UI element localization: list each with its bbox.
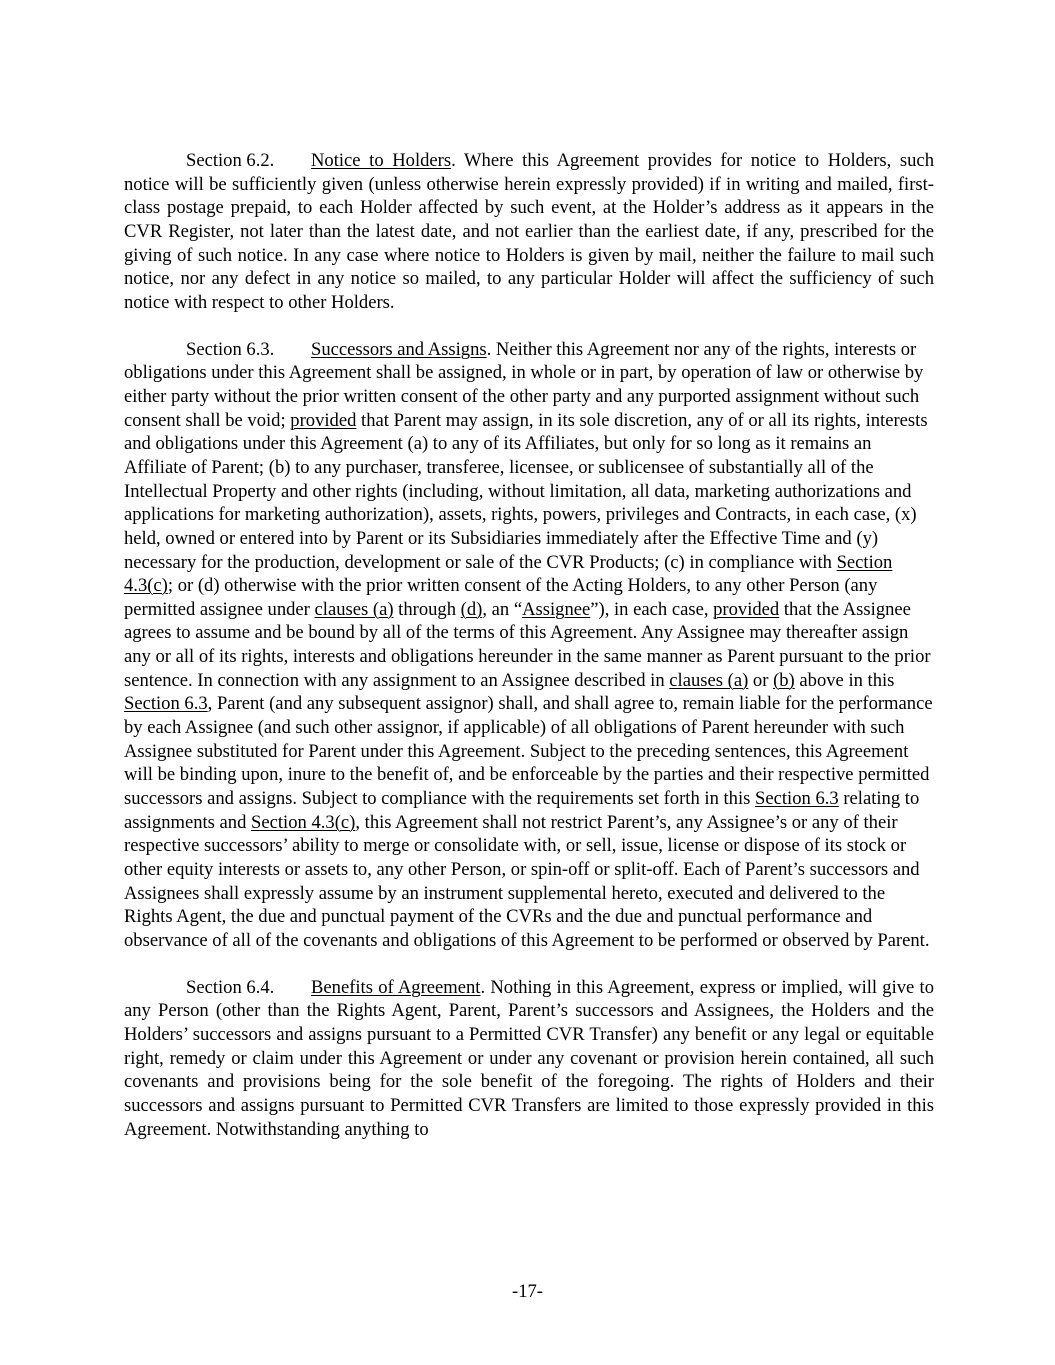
- section-ref-6-3: Section 6.3: [755, 788, 839, 810]
- section-6-2-paragraph: [124, 149, 934, 315]
- section-ref-4-3c: Section 4.3(c): [251, 811, 356, 833]
- section-6-3-text: , this Agreement shall not restrict Parent’s, any Assignee’s or any of their respective successors’ ability to merge or consolidate with, or sell, issue, license or dispose of its stock or other equity interests or assets to, any other Person, or spin-off or split-off. Each of Parent’s successors and Assignees shall expressly assume by an instrument supplemental hereto, executed and delivered to the Rights Agent, the due and punctual payment of the CVRs and the due and punctual performance and observance of all of the covenants and obligations of this Agreement to be performed or observed by Parent.: [124, 811, 930, 951]
- section-6-3-text: ; or (d) otherwise with the prior written consent of the Acting Holders, to any other Person (any permitted assignee under: [124, 575, 878, 620]
- section-6-2-number: Section 6.2.: [186, 150, 275, 171]
- section-6-3-text: , Parent (and any subsequent assignor) shall, and shall agree to, remain liable for the performance by each Assignee (and such other assignor, if applicable) of all obligations of Parent hereunder with such Assignee substituted for Parent under this Agreement. Subject to the preceding sentences, this Agreement will be binding upon, inure to the benefit of, and be enforceable by the parties and their respective permitted successors and assigns. Subject to compliance with the requirements set forth in this: [124, 693, 933, 810]
- section-6-2-body: . Where this Agreement provides for notice to Holders, such notice will be sufficiently given (unless otherwise herein expressly provided) if in writing and mailed, first-class postage prepaid, to each Holder affected by such event, at the Holder’s address as it appears in the CVR Register, not later than the latest date, and not earlier than the earliest date, if any, prescribed for the giving of such notice. In any case where notice to Holders is given by mail, neither the failure to mail such notice, nor any defect in any notice so mailed, to any particular Holder will affect the sufficiency of such notice with respect to other Holders.: [124, 150, 934, 313]
- clause-ref-a: clauses (a): [314, 598, 394, 620]
- section-6-4-paragraph: [124, 976, 934, 1142]
- section-6-3-underlined-term: provided: [713, 598, 780, 620]
- clause-ref-d: (d): [460, 598, 483, 620]
- section-6-3-text: , an “: [482, 598, 523, 620]
- section-6-3-text: relating to assignments and: [124, 788, 920, 833]
- section-6-3-underlined-term: provided: [290, 409, 357, 431]
- clause-ref-a: clauses (a): [669, 669, 749, 691]
- section-6-3-text: ”), in each case,: [590, 598, 714, 620]
- section-6-3-heading: Successors and Assigns: [311, 338, 487, 360]
- page-number: -17-: [512, 1281, 543, 1302]
- section-6-4-number: Section 6.4.: [186, 976, 275, 998]
- section-6-3-text: or: [748, 669, 774, 691]
- section-6-3-text: that the Assignee agrees to assume and be bound by all of the terms of this Agreement. Any Assignee may thereafter assign any or all of its rights, interests and obligations hereunder in the same manner as Parent pursuant to the prior sentence. In connection with any assignment to an Assignee described in: [124, 598, 931, 691]
- section-6-3-text: that Parent may assign, in its sole discretion, any of or all its rights, interests and obligations under this Agreement (a) to any of its Affiliates, but only for so long as it remains an Affiliate of Parent; (b) to any purchaser, transferee, licensee, or sublicensee of substantially all of the Intellectual Property and other rights (including, without limitation, all data, marketing authorizations and applications for marketing authorization), assets, rights, powers, privileges and Contracts, in each case, (x) held, owned or entered into by Parent or its Subsidiaries immediately after the Effective Time and (y) necessary for the production, development or sale of the CVR Products; (c) in compliance with: [124, 409, 928, 573]
- section-6-3-text: through: [393, 598, 461, 620]
- section-6-4-heading: Benefits of Agreement: [311, 976, 481, 998]
- clause-ref-b: (b): [773, 669, 795, 691]
- section-6-2-heading: Notice to Holders: [311, 150, 452, 171]
- section-ref-6-3: Section 6.3: [124, 693, 208, 715]
- section-6-3-paragraph: [124, 338, 934, 953]
- document-page: [124, 149, 934, 1141]
- defined-term-assignee: Assignee: [522, 598, 591, 620]
- section-ref-4-3c: Section 4.3(c): [124, 551, 893, 597]
- section-6-3-text: . Neither this Agreement nor any of the rights, interests or obligations under this Agreement shall be assigned, in whole or in part, by operation of law or otherwise by either party without the prior written consent of the other party and any purported assignment without such consent shall be void;: [124, 338, 924, 431]
- section-6-4-body: . Nothing in this Agreement, express or implied, will give to any Person (other than the Rights Agent, Parent, Parent’s successors and Assignees, the Holders and the Holders’ successors and assigns pursuant to a Permitted CVR Transfer) any benefit or any legal or equitable right, remedy or claim under this Agreement or under any covenant or provision herein contained, all such covenants and provisions being for the sole benefit of the foregoing. The rights of Holders and their successors and assigns pursuant to Permitted CVR Transfers are limited to those expressly provided in this Agreement. Notwithstanding anything to: [124, 976, 934, 1140]
- section-6-3-number: Section 6.3.: [186, 338, 275, 360]
- section-6-3-text: above in this: [794, 669, 895, 691]
